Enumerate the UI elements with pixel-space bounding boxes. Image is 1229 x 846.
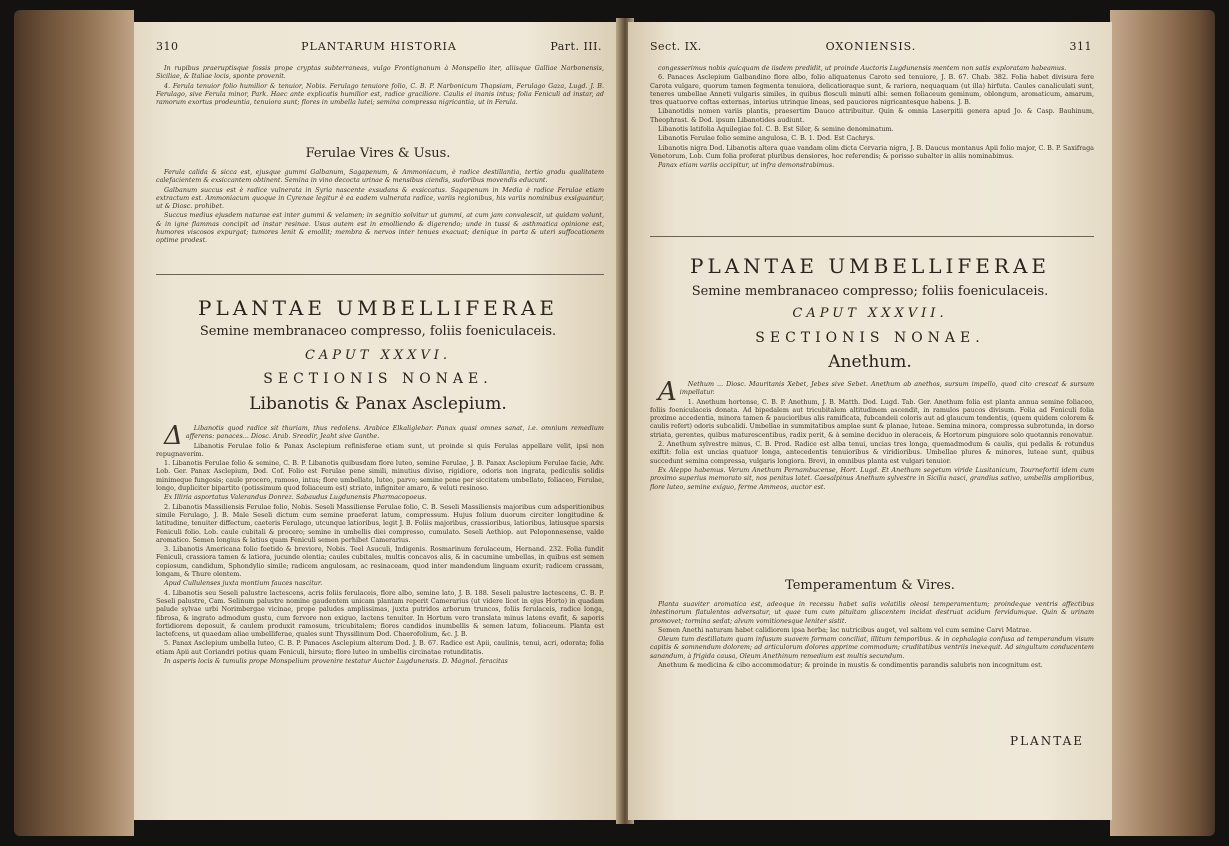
temperamentum-heading: Temperamentum & Vires. bbox=[785, 578, 955, 593]
paragraph: Ex Aleppo habemus. Verum Anethum Pernambucense, Hort. Lugd. Et Anethum segetum viride Lusitanicum, Tournefortii idem cum proximo superius memorato sit, nos penitus latet. Caesalpinus Anethum sylvestre in Sicilia nasci, grandius sativo, umbellis amplioribus, flore luteo, semine exiguo, ferme Ammeos, auctor est. bbox=[650, 465, 1094, 491]
paragraph: congesserimus nobis quicquam de iisdem predidit, ut proinde Auctoris Lugdunensis mentem non satis exploratam habeamus. bbox=[658, 64, 1067, 72]
paragraph: 2. Anethum sylvestre minus, C. B. Prod. Radice est alba tenui, uncias tres longa, quemadmodum & caulis, qui pedalis & rotundus exiftit: folia est uncias quatuor longa, antecedentis tenuioribus & viridioribus. Umbellae plures & minores, luteae sunt, quibus succedunt semina compressa, vulgaris longiora. Brevi, in omnibus planta est vulgari tenuior. bbox=[650, 440, 1094, 465]
right-body-text bbox=[650, 377, 1094, 492]
paragraph: Oleum tum destillatum quam infusum suavem formam conciliat, illitum temporibus. & in cephalagia confusa ad temperandum visum capitis & somnendum dolorem; ad articulorum dolores apprime commodum; cruditatibus ventriis inexequit. Ad singultum conducentem sanandum, à frigida causa, Oleum Anethinum remedium est multis secundum. bbox=[650, 635, 1094, 660]
paragraph: 6. Panaces Asclepium Galbandino flore albo, folio aliquatenus Caroto sed tenuiore, J. B. 67. Chab. 382. Folia habet divisura fere Carota vulgare, quorum tamen fegmenta tenuiora, delicatioraque sunt, & rariora, nequaquam (ut illa) hirfuta. Caules canaliculati sunt, teneres umbellae Anneti vulgaris similes, in quibus flosculi minuti albi: semen foliaceum geminum, oblongum, aromaticum, amarum, tres quatuorve coftas externas, interius utrinque lineas, sed pauciores nigricantesque habens. J. B. bbox=[650, 73, 1094, 107]
paragraph: A Nethum ... Diosc. Mauritanis Xebet, Jebes sive Sebet. Anethum ab anethos, sursum impello, quod cito crescat & sursum impellatur. bbox=[650, 380, 1094, 397]
sectio-label: SECTIONIS NONAE. bbox=[755, 330, 985, 346]
section-name: Anethum. bbox=[828, 352, 912, 372]
paragraph: Δ Libanotis quod radice sit thuriam, thus redolens. Arabice Elkaliglebar. Panax quasi omnes sanat, i.e. omnium remedium afferens: panaces... Diosc. Arab. Sreodir, Jeaht sive Ganthe. bbox=[156, 424, 604, 441]
paragraph: 4. Libanotis seu Seseli palustre lactescens, acris foliis ferulaceis, flore albo, semine lato, J. B. 188. Seseli palustre lactescens, C. B. P. Seseli palustre, Cam. Selinum palustre nomine gaudentem unicam plantam reperit Camerarius (ut videre licet in ejus Horto) in quadam palude sylvae urbi Norimbergae vicinae, prope paludes amplissimas, juxta putridos arborum truncos, foliis ferulaceis, radice longa, fibrosa, & ingrato admodum gustu, cum fervore non exiguo, lactens tenuiter. In Hortum vero translata minus latens evafit, & saporis fortidiorem deposuit, & caulem produxit ramosum, tricubitalem; flores candidos inumbellis & semen latum, foliaceum. Planta est lactefcens, ut quaedam aliae umbelliferae, quales sunt Thyssilinum Dod. Chaerofolium, &c. J. B. bbox=[156, 588, 604, 639]
caput-label: CAPUT XXXVI. bbox=[304, 348, 452, 363]
paragraph: 2. Libanotis Massiliensis Ferulae folio, Nobis. Seseli Massiliense Ferulae folio, C. B. Seseli Massiliensis majoribus cum adsperitionibus simile Ferulago, J. B. Male Seseli dictum cum semine praeferat latum, compressum. Hujus folium duorum circiter longitudine & latitudine, tenuiter diffectum, caeteris Ferulago, utcunque latioribus, legit J. B. Foliis majoribus, crassioribus, latioribus, latiusque sparsis Feniculi folio. Lob. caule cubitali & procero; semine in umbellis diei compresso, cumulato. Seseli Aethiop. aut Peloponnesense, valde aromatico. Semen longius & latius quam Feniculi semen perhibet Camerarius. bbox=[156, 502, 604, 544]
caput-label: CAPUT XXXVII. bbox=[792, 306, 948, 321]
paragraph: Libanotis Ferulae folio & Panax Asclepium refinisferae etiam sunt, ut proinde si quis Ferulas appellare velit, ipsi non repugnaverim. bbox=[156, 441, 604, 458]
left-running-title: PLANTARUM HISTORIA bbox=[301, 40, 457, 53]
section-rule bbox=[650, 236, 1094, 237]
plantae-subtitle: Semine membranaceo compresso; foliis foeniculaceis. bbox=[691, 284, 1049, 299]
right-section-label: Sect. IX. bbox=[650, 40, 702, 53]
paragraph: 4. Ferula tenuior folio humilior & tenuior, Nobis. Ferulago tenuiore folio, C. B. P. Narbonicum Thapsiam, Ferulago Gaza, Lugd. J. B. Ferulago, sive Ferula minor, Park. Haec ante explicatis humilior est, radice graciliore. Caulis ei inanis intus; folia Feniculi ad instar, ad ramorum exortus prodeuntia, tenuiora sunt; flores in umbella lutei; semina compressa nigricantia, ut in Ferula. bbox=[156, 81, 604, 107]
left-page-number: 310 bbox=[156, 40, 179, 53]
sectio-label: SECTIONIS NONAE. bbox=[263, 371, 493, 387]
plantae-title: PLANTAE UMBELLIFERAE bbox=[198, 296, 558, 320]
temperamentum-text bbox=[650, 600, 1094, 670]
paragraph: Apud Cullulenses juxta montium fauces nascitur. bbox=[164, 579, 323, 588]
left-part-label: Part. III. bbox=[550, 40, 602, 53]
paragraph: In rupibus praeruptisque fossis prope cryptas subterraneas, vulgo Frontignanum à Monspelio iter, aliisque Galliae Narbonensis, Siciliae, & Italiae locis, sponte provenit. bbox=[156, 64, 604, 81]
left-body-text bbox=[156, 421, 604, 666]
section-name: Libanotis & Panax Asclepium. bbox=[249, 394, 507, 414]
drop-cap: Δ bbox=[164, 421, 183, 451]
paragraph: Anethum & medicina & cibo accommodatur; & proinde in mustis & condimentis parandis salubris non incognitum est. bbox=[658, 661, 1043, 670]
paragraph: 1. Libanotis Ferulae folio & semine, C. B. P. Libanotis quibusdam flore luteo, semine Ferulae, J. B. Panax Asclepium Ferulae facie, Adv. Lob. Ger. Panax Asclepium, Dod. Cof. Folio est Ferulae pene simili, minutius diviso, rigidiore, odoris non ingrata, pediculis solidis minimeque fungosis; caule procero, ramoso, intus; flore umbellato, luteo, parvo; semine pene per siccitatem umbellato, foliaceo, Ferulae, longo, dupliciter bipartito (potissimum quod foliaceum est) striato, infigniter amaro, & veluti resinoso. bbox=[156, 459, 604, 493]
paragraph: 5. Panax Asclepium umbella luteo, C. B. P. Panaces Asclepium alterum Dod. J. B. 67. Radice est Apii, caulinis, tenui, acri, odorata; folia etiam Apii aut Coriandri potius quam Feniculi, hirsuto; flore luteo in umbellis circinatae rotunditatis. bbox=[156, 639, 604, 656]
left-page bbox=[134, 22, 622, 820]
plantae-title: PLANTAE UMBELLIFERAE bbox=[690, 254, 1050, 278]
vires-heading: Ferulae Vires & Usus. bbox=[305, 146, 451, 161]
paragraph: Libanotis nigra Dod. Libanotis altera quae vandam olim dicta Cervaria nigra, J. B. Daucus montanus Apii folio major, C. B. P. Saxifraga Venetorum, Lob. Cum folia proferat pluribus densiores, hoc referendis; & porisso subalter in aliis nominabimus. bbox=[650, 143, 1094, 160]
paragraph: 3. Libanotis Americana folio foetido & breviore, Nobis. Teel Asuculi, Indigenis. Rosmarinum ferulaceum, Hernand. 232. Folia fundit Feniculi, crassiora tamen & latiora, jucunde olentia; caules cubitales, multis concavos alis, & in cacumine umbellas, in quibus est semen copiosum, candidum, Sphondylio simile; radicem angulosam, ac resinaceam, quod inter mandendum linguam exurit; radicem crassam, longam, & Thure olentem. bbox=[156, 545, 604, 579]
paragraph: Succus medius ejusdem naturae est inter gummi & velamen; in segnitio solvitur ut gummi, at cum jam convalescit, ut quidam volunt, & in igne flammas concipit ad instar resinae. Usus autem est in emolliendo & digerendo; unde in tussi & asthmatica opinione est, humores viscosos expurgat; tumores lenit & emollit; membra & nervos inter tenues exacuat; denique in parta & uteri suffocationem optime prodest. bbox=[156, 211, 604, 245]
vires-text bbox=[156, 168, 604, 246]
left-page-edges bbox=[14, 10, 134, 836]
left-top-text bbox=[156, 64, 604, 107]
right-top-text bbox=[650, 64, 1094, 171]
paragraph: In asperis locis & tumulis prope Monspelium provenire testatur Auctor Lugdunensis. D. Magnol. feracitas bbox=[164, 657, 508, 666]
plantae-subtitle: Semine membranaceo compresso, foliis foeniculaceis. bbox=[199, 324, 557, 339]
paragraph: Panax etiam variis accipitur, ut infra demonstrabimus. bbox=[658, 161, 835, 170]
paragraph: Libanotis latifolia Aquilegiae fol. C. B. Est Siler, & semine denominatum. bbox=[658, 125, 894, 134]
section-rule bbox=[156, 274, 604, 275]
right-page bbox=[628, 22, 1112, 820]
paragraph: Semen Anethi naturam habet calidiorem ipsa herba; lac nutricibus auget, vel saltem vel cum semine Carvi Matrae. bbox=[658, 625, 1032, 634]
paragraph: Libanotidis nomen variis plantis, praesertim Dauco attribuitur. Quin & omnia Laserpitii genera apud Jo. & Casp. Bauhinum, Theophrast. & Dod. ipsum Libanotides audiunt. bbox=[650, 107, 1094, 124]
paragraph: Ferula calida & sicca est, ejusque gummi Galbanum, Sagapenum, & Ammoniacum, è radice destillantia, tertio gradu qualitatem calefacientem & exsiccantem obtinent. Semina in vino decocta urinae & mensibus ciendis, sudoribus movendis educunt. bbox=[156, 168, 604, 185]
right-page-number: 311 bbox=[1069, 40, 1092, 53]
paragraph: 1. Anethum hortense, C. B. P. Anethum, J. B. Matth. Dod. Lugd. Tab. Ger. Anethum folia est planta annua semine foliaceo, foliis foeniculaceis donata. Ad bipedalem aut tricubitalem altitudinem ascendit, in ramulos paucos divisum. Folia ad Feniculi folia proxime accedentia, minora tamen & paucioribus alis ramificata, fubcandeii coloris aut ad glaucum tendentis, (quem quidem colorem & caulis refert) odoris subcalidi. Umbellae in summitatibus amplae sunt & planae, luteae. Semina minora, compressa subrotunda, in dorso striata, gerentes, quibus maturescentibus, radix perit, & à semine deciduo in oleraceis, & Hortorum pinguiore solo quotannis renovatur. bbox=[650, 397, 1094, 439]
drop-cap: A bbox=[658, 377, 677, 407]
paragraph: Ex Illiria asportatus Valerandus Donrez. Sabaudus Lugdunensis Pharmacopoeus. bbox=[164, 493, 427, 502]
left-running-head bbox=[156, 40, 602, 58]
paragraph: Galbanum succus est è radice vulnerata in Syria nascente exsudans & exsiccatus. Sagapenum in Media è radice Ferulae etiam extractum est. Ammoniacum quoque in Cyrenae legitur è ea eadem vulnerata radice, variis regionibus, his variis nominibus exsiguantur, ut & Diosc. prohibet. bbox=[156, 185, 604, 211]
right-running-title: OXONIENSIS. bbox=[825, 40, 917, 53]
paragraph: Planta suaviter aromatica est, adeoque in recessu habet salis volatilis oleosi temperamentum; proindeque ventris affectibus intestinorum flatulentos adversatur, ut quae tum cum pituitam gliscentem incidat destruat acidum fervidumque. Quin & urinam promovet; tormina sedat; alvum vomitionesque leniter sistit. bbox=[650, 600, 1094, 625]
paragraph: Libanotis Ferulae folio semine angulosa, C. B. 1. Dod. Est Cachrys. bbox=[658, 134, 875, 143]
right-page-edges bbox=[1110, 10, 1215, 836]
right-running-head bbox=[650, 40, 1092, 58]
catchword: PLANTAE bbox=[1010, 734, 1084, 748]
